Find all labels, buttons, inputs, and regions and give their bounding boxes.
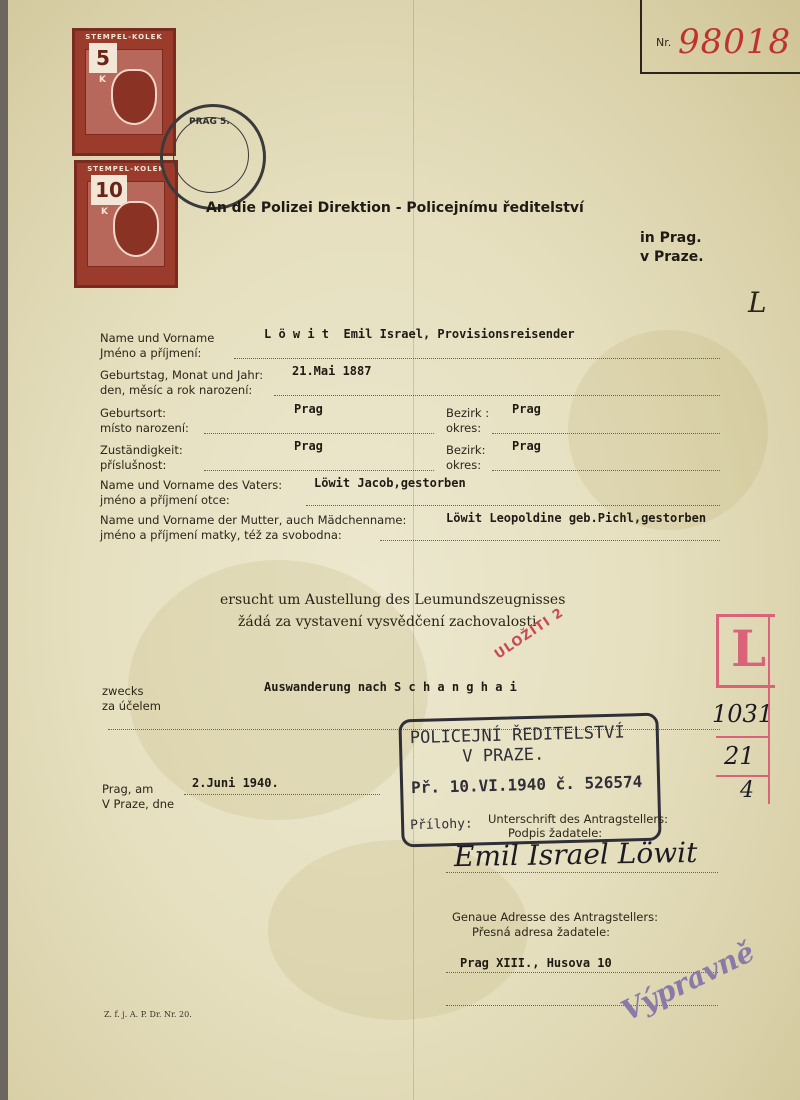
competence-value: Prag <box>294 439 323 453</box>
handwritten-number-3: 4 <box>740 778 754 803</box>
date-label-cz: V Praze, dne <box>102 797 175 811</box>
birthplace-value: Prag <box>294 402 323 416</box>
police-stamp-line1: POLICEJNÍ ŘEDITELSTVÍ <box>409 722 625 749</box>
date-label-de: Prag, am <box>102 782 154 796</box>
revenue-stamp-currency: K <box>101 207 108 217</box>
number-label: Nr. <box>656 36 672 49</box>
name-label-cz: Jméno a příjmení: <box>100 346 202 360</box>
mother-label-cz: jméno a příjmení matky, též za svobodna: <box>100 528 342 542</box>
handwritten-signature: Emil Israel Löwit <box>453 835 698 874</box>
request-cz: žádá za vystavení vysvědčení zachovalosti <box>238 614 537 630</box>
purpose-label-de: zwecks <box>102 684 144 698</box>
revenue-stamp-currency: K <box>99 75 106 85</box>
competence-label-cz: příslušnost: <box>100 458 167 472</box>
district2-label-de: Bezirk: <box>446 443 486 457</box>
police-stamp-attachments: Přílohy: <box>409 816 473 834</box>
handwritten-number-2: 21 <box>724 742 755 770</box>
district1-value: Prag <box>512 402 541 416</box>
revenue-stamp-5 <box>72 28 176 156</box>
birth-value: 21.Mai 1887 <box>292 364 372 378</box>
lion-emblem-icon <box>111 69 157 125</box>
signature-label-de: Unterschrift des Antragstellers: <box>488 812 668 826</box>
revenue-stamp-10 <box>74 160 178 288</box>
police-stamp-date: Př. 10.VI.1940 č. 526574 <box>410 772 643 798</box>
number-box <box>640 0 800 74</box>
date-value: 2.Juni 1940. <box>192 776 279 790</box>
postmark <box>160 104 266 210</box>
competence-label-de: Zuständigkeit: <box>100 443 183 457</box>
big-l-letter: L <box>731 619 767 678</box>
postmark-text: PRAG 5. <box>189 117 230 127</box>
name-label-de: Name und Vorname <box>100 331 215 345</box>
city-cz: v Praze. <box>640 249 704 265</box>
lion-emblem-icon <box>113 201 159 257</box>
address-value: Prag XIII., Husova 10 <box>460 956 612 970</box>
police-stamp-line2: V PRAZE. <box>462 744 545 767</box>
father-label-cz: jméno a příjmení otce: <box>100 493 230 507</box>
city-de: in Prag. <box>640 230 702 246</box>
handwritten-number-1: 1031 <box>712 700 774 728</box>
number-value: 98018 <box>678 22 792 62</box>
birth-label-cz: den, měsíc a rok narození: <box>100 383 253 397</box>
signature-label-cz: Podpis žadatele: <box>508 826 603 840</box>
father-label-de: Name und Vorname des Vaters: <box>100 478 283 492</box>
birthplace-label-de: Geburtsort: <box>100 406 166 420</box>
district2-value: Prag <box>512 439 541 453</box>
paper-fold <box>413 0 414 1100</box>
mother-label-de: Name und Vorname der Mutter, auch Mädchenname: <box>100 513 407 527</box>
mother-value: Löwit Leopoldine geb.Pichl,gestorben <box>446 511 707 525</box>
address-label-de: Genaue Adresse des Antragstellers: <box>452 910 658 924</box>
district1-label-cz: okres: <box>446 421 482 435</box>
district1-label-de: Bezirk : <box>446 406 490 420</box>
red-ulozit-stamp: ULOŽITI 2 <box>492 605 567 663</box>
revenue-stamp-value: 10 <box>91 175 127 205</box>
birth-label-de: Geburtstag, Monat und Jahr: <box>100 368 264 382</box>
address-label-cz: Přesná adresa žadatele: <box>472 925 611 939</box>
revenue-stamp-value: 5 <box>89 43 117 73</box>
father-value: Löwit Jacob,gestorben <box>314 476 466 490</box>
vypravne-stamp: Výpravně <box>616 934 760 1028</box>
big-l-stamp <box>716 614 775 688</box>
purpose-label-cz: za účelem <box>102 699 161 713</box>
margin-mark: L <box>748 286 767 319</box>
purpose-value: Auswanderung nach S c h a n g h a i <box>264 680 517 694</box>
request-de: ersucht um Austellung des Leumundszeugnisses <box>220 592 566 608</box>
revenue-stamp-legend: STEMPEL-KOLEK <box>87 165 165 173</box>
district2-label-cz: okres: <box>446 458 482 472</box>
form-code: Z. f. j. A. P. Dr. Nr. 20. <box>104 1010 192 1019</box>
document-page <box>8 0 800 1100</box>
revenue-stamp-legend: STEMPEL-KOLEK <box>85 33 163 41</box>
addressee-line: An die Polizei Direktion - Policejnímu ředitelství <box>206 200 584 216</box>
birthplace-label-cz: místo narození: <box>100 421 189 435</box>
name-value: L ö w i t Emil Israel, Provisionsreisender <box>264 327 575 341</box>
